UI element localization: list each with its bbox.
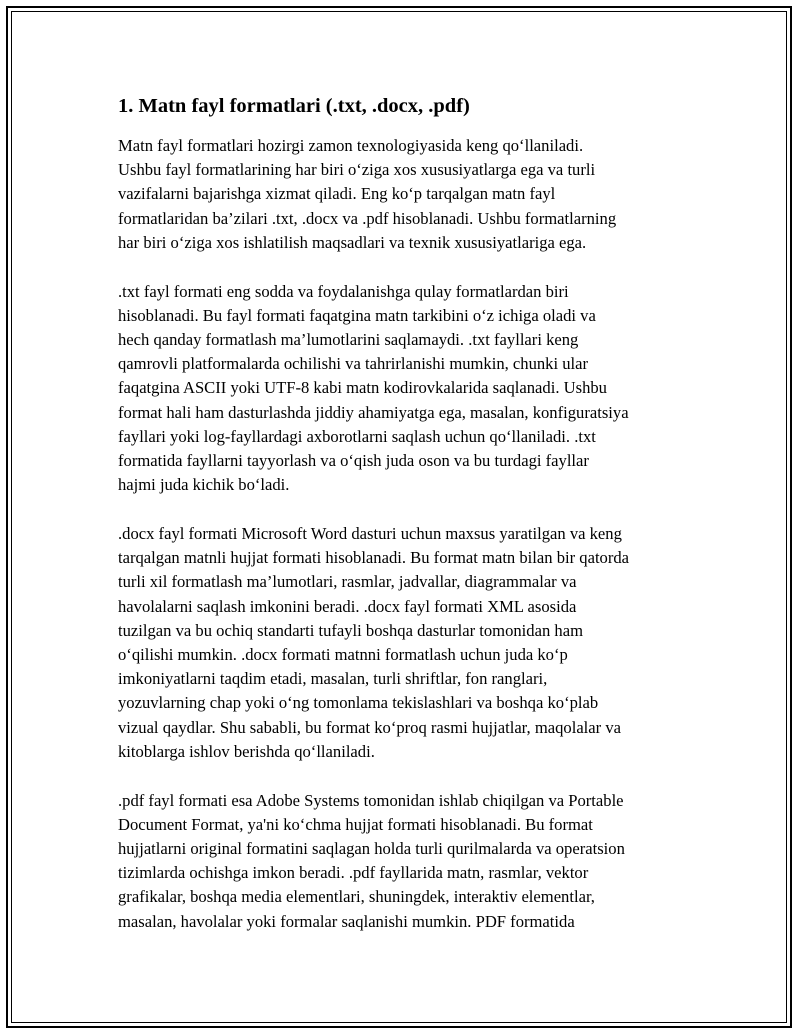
text-line: imkoniyatlarni taqdim etadi, masalan, turli shriftlar, fon ranglari, (118, 669, 548, 689)
text-line: tizimlarda ochishga imkon beradi. .pdf fayllarida matn, rasmlar, vektor (118, 863, 589, 883)
text-line: grafikalar, boshqa media elementlari, shuningdek, interaktiv elementlar, (118, 887, 595, 907)
text-line: vazifalarni bajarishga xizmat qiladi. Eng ko‘p tarqalgan matn fayl (118, 184, 556, 204)
text-line: Matn fayl formatlari hozirgi zamon texnologiyasida keng qo‘llaniladi. (118, 136, 584, 155)
text-line: har biri o‘ziga xos ishlatilish maqsadlari va texnik xususiyatlariga ega. (118, 232, 587, 252)
text-line: formatida fayllarni tayyorlash va o‘qish juda oson va bu turdagi fayllar (118, 451, 589, 471)
text-line: fayllari yoki log-fayllardagi axborotlarni saqlash uchun qo‘llaniladi. .txt (118, 426, 596, 446)
text-line: tuzilgan va bu ochiq standarti tufayli boshqa dasturlar tomonidan ham (118, 620, 583, 640)
text-line: havolalarni saqlash imkonini beradi. .docx fayl formati XML asosida (118, 596, 577, 616)
text-line: .txt fayl formati eng sodda va foydalanishga qulay formatlardan biri (118, 281, 569, 301)
section-heading: 1. Matn fayl formatlari (.txt, .docx, .pdf) (118, 95, 470, 117)
text-line: hech qanday formatlash ma’lumotlarini saqlamaydi. .txt fayllari keng (118, 330, 579, 350)
text-line: yozuvlarning chap yoki o‘ng tomonlama tekislashlari va boshqa ko‘plab (118, 693, 599, 713)
paragraph-intro (118, 134, 688, 255)
text-line: format hali ham dasturlashda jiddiy ahamiyatga ega, masalan, konfiguratsiya (118, 402, 629, 422)
text-line: formatlaridan ba’zilari .txt, .docx va .pdf hisoblanadi. Ushbu formatlarning (118, 208, 617, 228)
text-line: hujjatlarni original formatini saqlagan holda turli qurilmalarda va operatsion (118, 839, 625, 859)
paragraph-pdf (118, 789, 688, 934)
text-line: .pdf fayl formati esa Adobe Systems tomonidan ishlab chiqilgan va Portable (118, 790, 624, 810)
text-line: o‘qilishi mumkin. .docx formati matnni formatlash uchun juda ko‘p (118, 645, 568, 665)
text-line: Ushbu fayl formatlarining har biri o‘ziga xos xususiyatlarga ega va turli (118, 160, 596, 180)
text-line: .docx fayl formati Microsoft Word dasturi uchun maxsus yaratilgan va keng (118, 524, 622, 544)
document-body (118, 92, 688, 958)
text-line: Document Format, ya'ni ko‘chma hujjat formati hisoblanadi. Bu format (118, 814, 593, 834)
text-line: tarqalgan matnli hujjat formati hisoblanadi. Bu format matn bilan bir qatorda (118, 548, 630, 568)
text-line: kitoblarga ishlov berishda qo‘llaniladi. (118, 741, 375, 761)
paragraph-txt (118, 280, 688, 498)
text-line: vizual qaydlar. Shu sababli, bu format ko‘proq rasmi hujjatlar, maqolalar va (118, 717, 621, 737)
text-line: faqatgina ASCII yoki UTF-8 kabi matn kodirovkalarida saqlanadi. Ushbu (118, 378, 607, 398)
text-line: masalan, havolalar yoki formalar saqlanishi mumkin. PDF formatida (118, 911, 575, 931)
text-line: turli xil formatlash ma’lumotlari, rasmlar, jadvallar, diagrammalar va (118, 572, 577, 592)
text-line: qamrovli platformalarda ochilishi va tahrirlanishi mumkin, chunki ular (118, 354, 589, 374)
paragraph-docx (118, 522, 688, 764)
text-line: hisoblanadi. Bu fayl formati faqatgina matn tarkibini o‘z ichiga oladi va (118, 305, 596, 325)
text-line: hajmi juda kichik bo‘ladi. (118, 475, 290, 495)
